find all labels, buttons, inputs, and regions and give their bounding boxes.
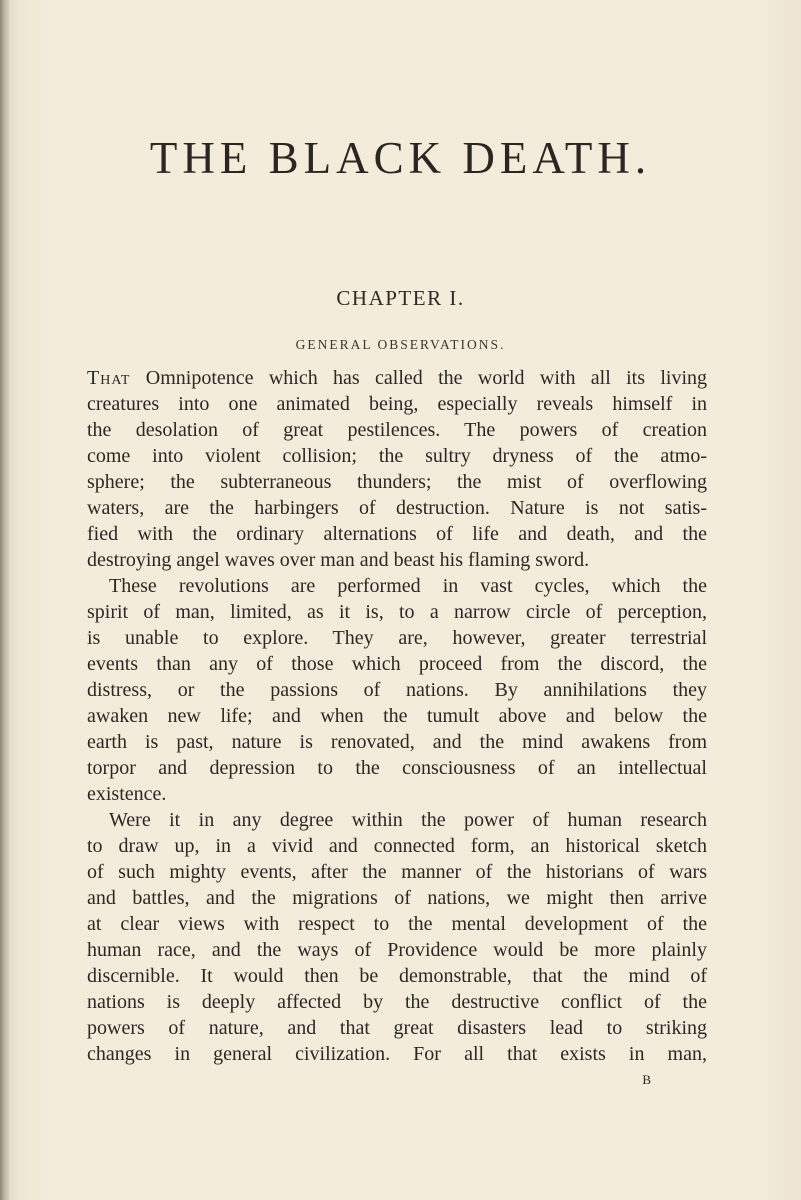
text-line: discernible. It would then be demonstrable, that the mind of bbox=[87, 965, 707, 987]
signature-mark: B bbox=[642, 1072, 651, 1087]
body-text bbox=[87, 365, 707, 1089]
text-line: fied with the ordinary alternations of life and death, and the bbox=[87, 523, 707, 545]
text-line: the desolation of great pestilences. The powers of creation bbox=[87, 419, 707, 441]
text-line: nations is deeply affected by the destructive conflict of the bbox=[87, 991, 707, 1013]
text-line: and battles, and the migrations of nations, we might then arrive bbox=[87, 887, 707, 909]
text-line: destroying angel waves over man and beast his flaming sword. bbox=[87, 549, 590, 571]
paragraph bbox=[87, 573, 707, 807]
text-line: That Omnipotence which has called the world with all its living bbox=[87, 367, 707, 389]
text-line: human race, and the ways of Providence would be more plainly bbox=[87, 939, 707, 961]
text-line: creatures into one animated being, especially reveals himself in bbox=[87, 393, 707, 415]
text-line: earth is past, nature is renovated, and the mind awakens from bbox=[87, 731, 707, 753]
text-line: events than any of those which proceed from the discord, the bbox=[87, 653, 707, 675]
text-line: distress, or the passions of nations. By annihilations they bbox=[87, 679, 707, 701]
text-line: at clear views with respect to the mental development of the bbox=[87, 913, 707, 935]
text-line: to draw up, in a vivid and connected form, an historical sketch bbox=[87, 835, 707, 857]
text-line: come into violent collision; the sultry dryness of the atmo- bbox=[87, 445, 707, 467]
text-line: sphere; the subterraneous thunders; the mist of overflowing bbox=[87, 471, 707, 493]
lead-word: That bbox=[87, 367, 131, 389]
text-line: waters, are the harbingers of destruction. Nature is not satis- bbox=[87, 497, 707, 519]
chapter-subtitle: GENERAL OBSERVATIONS. bbox=[295, 337, 506, 352]
signature-mark-row bbox=[87, 1067, 707, 1089]
text-line: spirit of man, limited, as it is, to a narrow circle of perception, bbox=[87, 601, 707, 623]
book-title: THE BLACK DEATH. bbox=[149, 133, 652, 183]
text-line: is unable to explore. They are, however, greater terrestrial bbox=[87, 627, 707, 649]
text-line: Were it in any degree within the power of human research bbox=[109, 809, 707, 831]
text-line: These revolutions are performed in vast cycles, which the bbox=[109, 575, 707, 597]
text-line: powers of nature, and that great disasters lead to striking bbox=[87, 1017, 707, 1039]
text-line: existence. bbox=[87, 783, 167, 805]
text-line: of such mighty events, after the manner of the historians of wars bbox=[87, 861, 707, 883]
chapter-title: CHAPTER I. bbox=[336, 286, 465, 310]
paragraph bbox=[87, 807, 707, 1067]
paragraph bbox=[87, 365, 707, 573]
text-line: awaken new life; and when the tumult above and below the bbox=[87, 705, 707, 727]
text-line: torpor and depression to the consciousness of an intellectual bbox=[87, 757, 707, 779]
text-line: changes in general civilization. For all that exists in man, bbox=[87, 1043, 707, 1065]
